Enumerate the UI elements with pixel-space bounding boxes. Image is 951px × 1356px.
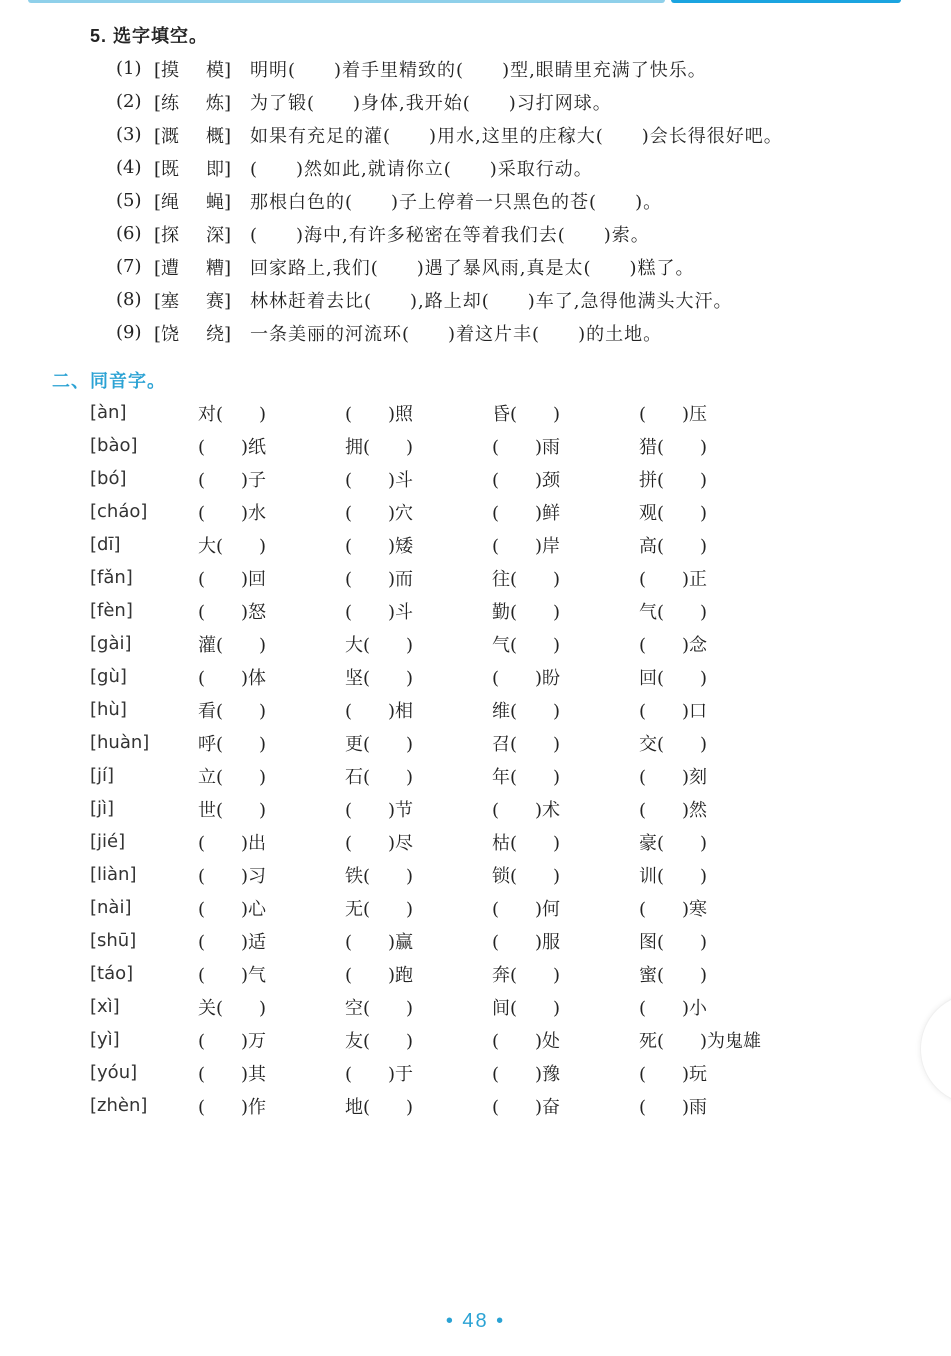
word-cell: ( )赢 bbox=[345, 931, 414, 953]
homophone-row bbox=[90, 660, 786, 693]
homophone-row bbox=[90, 957, 786, 990]
fill-item bbox=[116, 316, 783, 349]
word-cell: 呼( ) bbox=[198, 733, 267, 755]
sentence: 如果有充足的灌( )用水,这里的庄稼大( )会长得很好吧。 bbox=[250, 125, 783, 147]
pinyin: [fèn] bbox=[90, 600, 133, 621]
homophone-row bbox=[90, 1023, 786, 1056]
homophone-row bbox=[90, 1056, 786, 1089]
sentence: 林林赶着去比( ),路上却( )车了,急得他满头大汗。 bbox=[250, 290, 733, 312]
homophone-row bbox=[90, 561, 786, 594]
word-cell: ( )口 bbox=[639, 700, 708, 722]
word-cell: ( )习 bbox=[198, 865, 267, 887]
word-cell: 更( ) bbox=[345, 733, 414, 755]
word-cell: 维( ) bbox=[492, 700, 561, 722]
homophone-row bbox=[90, 990, 786, 1023]
word-cell: 豪( ) bbox=[639, 832, 708, 854]
word-cell: ( )岸 bbox=[492, 535, 561, 557]
choices bbox=[154, 221, 250, 247]
choice-1: [绳 bbox=[154, 191, 180, 213]
pinyin: [gù] bbox=[90, 666, 127, 687]
fill-item bbox=[116, 250, 783, 283]
fill-item bbox=[116, 151, 783, 184]
word-cell: ( )寒 bbox=[639, 898, 708, 920]
word-cell: ( )水 bbox=[198, 502, 267, 524]
word-cell: 石( ) bbox=[345, 766, 414, 788]
choices bbox=[154, 320, 250, 346]
word-cell: 锁( ) bbox=[492, 865, 561, 887]
homophone-table bbox=[90, 396, 786, 1122]
word-cell: ( )术 bbox=[492, 799, 561, 821]
pinyin: [zhèn] bbox=[90, 1095, 148, 1116]
choices bbox=[154, 155, 250, 181]
homophone-row bbox=[90, 594, 786, 627]
word-cell: 坚( ) bbox=[345, 667, 414, 689]
homophone-row bbox=[90, 396, 786, 429]
item-number: (1) bbox=[116, 58, 142, 79]
word-cell: 勤( ) bbox=[492, 601, 561, 623]
word-cell: 灌( ) bbox=[198, 634, 267, 656]
sentence: ( )然如此,就请你立( )采取行动。 bbox=[250, 158, 593, 180]
choice-2: 即] bbox=[206, 158, 232, 180]
choice-1: [既 bbox=[154, 158, 180, 180]
word-cell: 气( ) bbox=[639, 601, 708, 623]
pinyin: [jié] bbox=[90, 831, 126, 852]
choice-2: 赛] bbox=[206, 290, 232, 312]
word-cell: 地( ) bbox=[345, 1096, 414, 1118]
homophone-row bbox=[90, 792, 786, 825]
word-cell: 交( ) bbox=[639, 733, 708, 755]
pinyin: [nài] bbox=[90, 897, 132, 918]
word-cell: ( )相 bbox=[345, 700, 414, 722]
item-number: (8) bbox=[116, 289, 142, 310]
word-cell: 枯( ) bbox=[492, 832, 561, 854]
item-number: (6) bbox=[116, 223, 142, 244]
sentence: 回家路上,我们( )遇了暴风雨,真是太( )糕了。 bbox=[250, 257, 695, 279]
sentence: 那根白色的( )子上停着一只黑色的苍( )。 bbox=[250, 191, 663, 213]
choice-1: [摸 bbox=[154, 59, 180, 81]
question-title: 5. 选字填空。 bbox=[90, 26, 209, 46]
item-number: (9) bbox=[116, 322, 142, 343]
homophone-row bbox=[90, 528, 786, 561]
word-cell: ( )玩 bbox=[639, 1063, 708, 1085]
word-cell: ( )盼 bbox=[492, 667, 561, 689]
choice-2: 炼] bbox=[206, 92, 232, 114]
word-cell: ( )念 bbox=[639, 634, 708, 656]
pinyin: [bó] bbox=[90, 468, 127, 489]
section-title: 二、同音字。 bbox=[52, 371, 166, 391]
word-cell: ( )小 bbox=[639, 997, 708, 1019]
word-cell: ( )矮 bbox=[345, 535, 414, 557]
sentence: 一条美丽的河流环( )着这片丰( )的土地。 bbox=[250, 323, 663, 345]
word-cell: ( )照 bbox=[345, 403, 414, 425]
word-cell: ( )尽 bbox=[345, 832, 414, 854]
choices bbox=[154, 254, 250, 280]
word-cell: ( )出 bbox=[198, 832, 267, 854]
homophone-row bbox=[90, 693, 786, 726]
item-number: (3) bbox=[116, 124, 142, 145]
pinyin: [huàn] bbox=[90, 732, 150, 753]
fill-in-list bbox=[116, 52, 783, 349]
word-cell: 往( ) bbox=[492, 568, 561, 590]
pinyin: [jì] bbox=[90, 798, 115, 819]
word-cell: ( )正 bbox=[639, 568, 708, 590]
item-number: (2) bbox=[116, 91, 142, 112]
choice-2: 深] bbox=[206, 224, 232, 246]
fill-item bbox=[116, 184, 783, 217]
word-cell: 看( ) bbox=[198, 700, 267, 722]
word-cell: 无( ) bbox=[345, 898, 414, 920]
homophone-row bbox=[90, 759, 786, 792]
fill-item bbox=[116, 283, 783, 316]
pinyin: [fǎn] bbox=[90, 567, 133, 588]
word-cell: 训( ) bbox=[639, 865, 708, 887]
word-cell: 图( ) bbox=[639, 931, 708, 953]
word-cell: ( )穴 bbox=[345, 502, 414, 524]
choice-1: [饶 bbox=[154, 323, 180, 345]
word-cell: ( )刻 bbox=[639, 766, 708, 788]
word-cell: 大( ) bbox=[345, 634, 414, 656]
homophone-row bbox=[90, 924, 786, 957]
homophone-row bbox=[90, 858, 786, 891]
pinyin: [cháo] bbox=[90, 501, 148, 522]
homophone-row bbox=[90, 891, 786, 924]
choice-2: 概] bbox=[206, 125, 232, 147]
pinyin: [hù] bbox=[90, 699, 127, 720]
word-cell: ( )作 bbox=[198, 1096, 267, 1118]
word-cell: ( )心 bbox=[198, 898, 267, 920]
choice-1: [探 bbox=[154, 224, 180, 246]
word-cell: ( )雨 bbox=[492, 436, 561, 458]
word-cell: 世( ) bbox=[198, 799, 267, 821]
word-cell: ( )于 bbox=[345, 1063, 414, 1085]
fill-item bbox=[116, 217, 783, 250]
choice-2: 蝇] bbox=[206, 191, 232, 213]
homophone-row bbox=[90, 627, 786, 660]
word-cell: ( )节 bbox=[345, 799, 414, 821]
choices bbox=[154, 287, 250, 313]
word-cell: 立( ) bbox=[198, 766, 267, 788]
word-cell: 蜜( ) bbox=[639, 964, 708, 986]
sentence: ( )海中,有许多秘密在等着我们去( )索。 bbox=[250, 224, 650, 246]
word-cell: 猎( ) bbox=[639, 436, 708, 458]
word-cell: 奔( ) bbox=[492, 964, 561, 986]
homophone-row bbox=[90, 462, 786, 495]
choice-1: [塞 bbox=[154, 290, 180, 312]
word-cell: ( )鲜 bbox=[492, 502, 561, 524]
choice-1: [遭 bbox=[154, 257, 180, 279]
pinyin: [xì] bbox=[90, 996, 120, 1017]
word-cell: 对( ) bbox=[198, 403, 267, 425]
word-cell: 回( ) bbox=[639, 667, 708, 689]
fill-item bbox=[116, 85, 783, 118]
word-cell: ( )斗 bbox=[345, 601, 414, 623]
word-cell: ( )其 bbox=[198, 1063, 267, 1085]
word-cell: 召( ) bbox=[492, 733, 561, 755]
word-cell: ( )适 bbox=[198, 931, 267, 953]
word-cell: ( )压 bbox=[639, 403, 708, 425]
choice-2: 糟] bbox=[206, 257, 232, 279]
word-cell: ( )何 bbox=[492, 898, 561, 920]
fill-item bbox=[116, 52, 783, 85]
item-number: (4) bbox=[116, 157, 142, 178]
pinyin: [jí] bbox=[90, 765, 115, 786]
pinyin: [yóu] bbox=[90, 1062, 138, 1083]
word-cell: ( )气 bbox=[198, 964, 267, 986]
word-cell: ( )体 bbox=[198, 667, 267, 689]
word-cell: 铁( ) bbox=[345, 865, 414, 887]
pinyin: [bào] bbox=[90, 435, 138, 456]
word-cell: 高( ) bbox=[639, 535, 708, 557]
word-cell: 气( ) bbox=[492, 634, 561, 656]
fill-item bbox=[116, 118, 783, 151]
floating-action-button[interactable] bbox=[920, 993, 951, 1105]
choice-1: [练 bbox=[154, 92, 180, 114]
choices bbox=[154, 89, 250, 115]
word-cell: ( )跑 bbox=[345, 964, 414, 986]
page-number: • 48 • bbox=[445, 1310, 506, 1332]
pinyin: [táo] bbox=[90, 963, 134, 984]
pinyin: [dī] bbox=[90, 534, 121, 555]
pinyin: [liàn] bbox=[90, 864, 137, 885]
word-cell: 友( ) bbox=[345, 1030, 414, 1052]
choices bbox=[154, 122, 250, 148]
word-cell: ( )处 bbox=[492, 1030, 561, 1052]
word-cell: 观( ) bbox=[639, 502, 708, 524]
word-cell: ( )然 bbox=[639, 799, 708, 821]
homophone-row bbox=[90, 495, 786, 528]
word-cell: 关( ) bbox=[198, 997, 267, 1019]
word-cell: ( )服 bbox=[492, 931, 561, 953]
word-cell: 拼( ) bbox=[639, 469, 708, 491]
homophone-row bbox=[90, 1089, 786, 1122]
word-cell: ( )纸 bbox=[198, 436, 267, 458]
word-cell: 空( ) bbox=[345, 997, 414, 1019]
word-cell: 死( )为鬼雄 bbox=[639, 1030, 762, 1052]
pinyin: [àn] bbox=[90, 402, 127, 423]
word-cell: 间( ) bbox=[492, 997, 561, 1019]
homophone-row bbox=[90, 429, 786, 462]
sentence: 明明( )着手里精致的( )型,眼睛里充满了快乐。 bbox=[250, 59, 707, 81]
word-cell: 年( ) bbox=[492, 766, 561, 788]
item-number: (7) bbox=[116, 256, 142, 277]
top-bar-left bbox=[28, 0, 665, 3]
word-cell: ( )雨 bbox=[639, 1096, 708, 1118]
choice-2: 绕] bbox=[206, 323, 232, 345]
word-cell: 大( ) bbox=[198, 535, 267, 557]
pinyin: [gài] bbox=[90, 633, 132, 654]
word-cell: ( )子 bbox=[198, 469, 267, 491]
word-cell: ( )斗 bbox=[345, 469, 414, 491]
choice-1: [溉 bbox=[154, 125, 180, 147]
pinyin: [shū] bbox=[90, 930, 137, 951]
item-number: (5) bbox=[116, 190, 142, 211]
word-cell: ( )奋 bbox=[492, 1096, 561, 1118]
choices bbox=[154, 56, 250, 82]
sentence: 为了锻( )身体,我开始( )习打网球。 bbox=[250, 92, 612, 114]
word-cell: ( )颈 bbox=[492, 469, 561, 491]
word-cell: ( )而 bbox=[345, 568, 414, 590]
homophone-row bbox=[90, 825, 786, 858]
pinyin: [yì] bbox=[90, 1029, 120, 1050]
word-cell: ( )豫 bbox=[492, 1063, 561, 1085]
word-cell: ( )回 bbox=[198, 568, 267, 590]
homophone-row bbox=[90, 726, 786, 759]
word-cell: ( )怒 bbox=[198, 601, 267, 623]
word-cell: ( )万 bbox=[198, 1030, 267, 1052]
word-cell: 昏( ) bbox=[492, 403, 561, 425]
choice-2: 模] bbox=[206, 59, 232, 81]
choices bbox=[154, 188, 250, 214]
word-cell: 拥( ) bbox=[345, 436, 414, 458]
top-bar-right bbox=[671, 0, 901, 3]
